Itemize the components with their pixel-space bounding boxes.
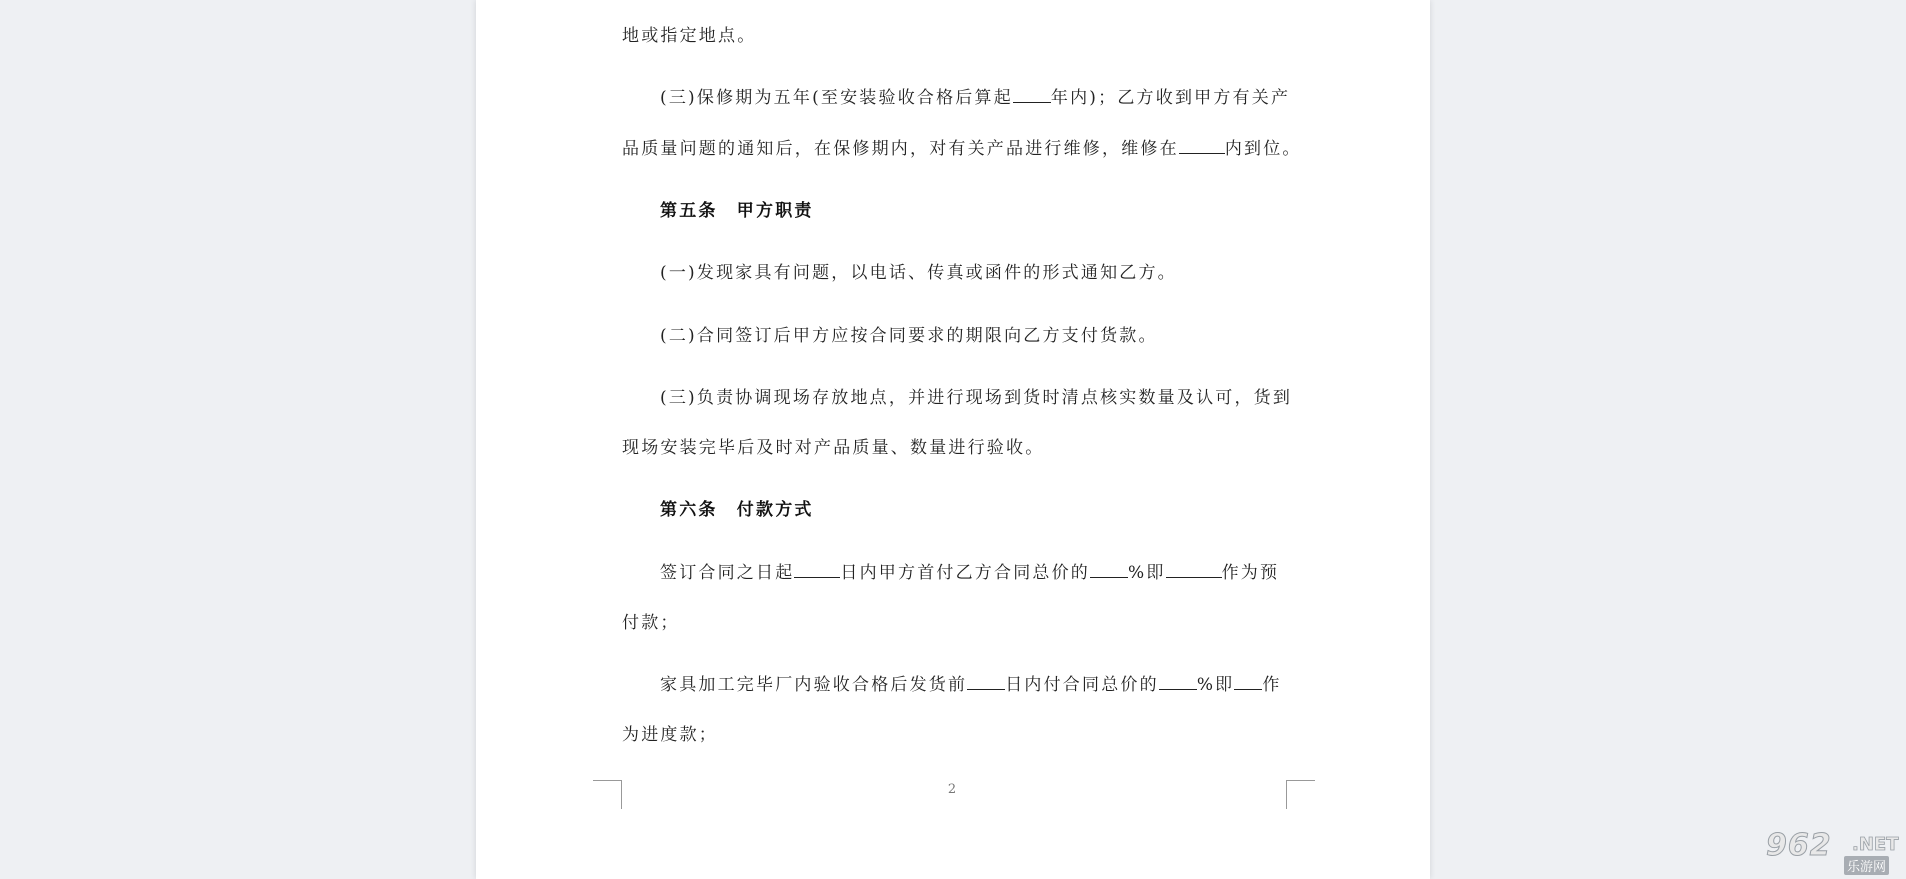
fill-blank: [1179, 139, 1225, 154]
section-heading-5: 第五条 甲方职责: [660, 201, 814, 221]
fill-blank: [1166, 563, 1222, 578]
fill-blank: [1090, 563, 1128, 578]
paragraph-line: (一)发现家具有问题，以电话、传真或函件的形式通知乙方。: [660, 263, 1177, 283]
paragraph-line: 品质量问题的通知后，在保修期内，对有关产品进行维修，维修在 内到位。: [622, 139, 1302, 159]
section-heading-6: 第六条 付款方式: [660, 500, 814, 520]
site-watermark-logo: [1766, 828, 1904, 878]
paragraph-line: 家具加工完毕厂内验收合格后发货前 日内付合同总价的 %即 作: [660, 675, 1282, 695]
fill-blank: [794, 563, 840, 578]
document-page: [476, 0, 1430, 879]
paragraph-line: 为进度款；: [622, 725, 718, 745]
watermark-number: 962: [1766, 828, 1832, 863]
paragraph-line: (二)合同签订后甲方应按合同要求的期限向乙方支付货款。: [660, 326, 1158, 346]
fill-blank: [1159, 675, 1197, 690]
paragraph-line: 地或指定地点。: [622, 26, 757, 46]
watermark-suffix: .NET: [1852, 834, 1899, 855]
paragraph-line: (三)负责协调现场存放地点，并进行现场到货时清点核实数量及认可，货到: [660, 388, 1293, 408]
fill-blank: [1234, 675, 1262, 690]
watermark-site-name: 乐游网: [1844, 856, 1889, 875]
paragraph-line: 付款；: [622, 613, 680, 633]
page-corner-mark-left: [593, 780, 622, 809]
paragraph-line: 签订合同之日起 日内甲方首付乙方合同总价的 %即 作为预: [660, 563, 1280, 583]
fill-blank: [967, 675, 1005, 690]
paragraph-line: (三)保修期为五年(至安装验收合格后算起 年内)；乙方收到甲方有关产: [660, 88, 1291, 108]
fill-blank: [1013, 88, 1051, 103]
page-corner-mark-right: [1286, 780, 1315, 809]
page-number: 2: [947, 782, 957, 797]
paragraph-line: 现场安装完毕后及时对产品质量、数量进行验收。: [622, 438, 1045, 458]
